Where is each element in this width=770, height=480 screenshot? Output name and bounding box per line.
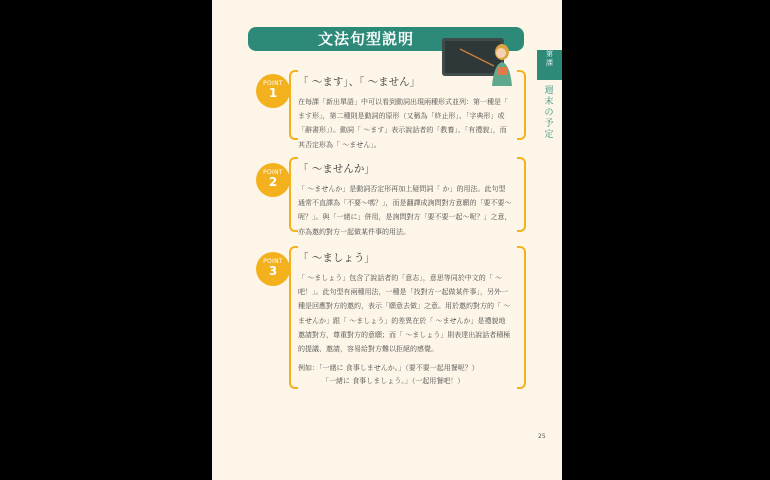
bracket-right <box>517 157 526 232</box>
point-badge-3: POINT 3 <box>256 252 290 286</box>
point-box-3 <box>292 246 512 389</box>
point-badge-2: POINT 2 <box>256 163 290 197</box>
point-body: 在每課「新出單語」中可以看到動詞出現兩種形式並列：第一種是「 ます形」，第二種則是動詞的原形（又稱為「終止形」、「字典形」或「辭書形」）。動詞「 ～ます」表示說話者的「教養」、「有禮貌」，而其否定形為「 ～ません」。 <box>298 98 508 149</box>
example-sentence-2: 「一緒に 食事しましょう。」（一起用餐吧！） <box>322 377 465 386</box>
bracket-right <box>517 246 526 389</box>
point-box-2 <box>292 157 512 236</box>
point-heading: 「 ～ましょう」 <box>298 252 375 264</box>
point-body: 「 ～ましょう」包含了說話者的「意志」，意思等同於中文的「 ～吧！」。此句型有兩種用法，一種是「找對方一起做某件事」，另外一種是回應對方的邀約，表示「願意去做」之意。用於邀約對方的「 ～ませんか」跟「 ～ましょう」的差異在於「 ～ませんか」是禮貌地邀請對方，尊重對方的意願；而「 ～ましょう」則表達出說話者積極的提議、邀請，容易給對方難以拒絕的感覺。 <box>298 274 511 354</box>
point-box-1 <box>292 70 512 149</box>
bracket-left <box>289 246 298 389</box>
lesson-title-vertical: 週末の予定 <box>544 86 554 140</box>
point-badge-1: POINT 1 <box>256 74 290 108</box>
page-title: 文法句型説明 <box>317 30 414 48</box>
lesson-tab: 第 課 <box>537 50 562 80</box>
point-heading: 「 ～ます」、「 ～ません」 <box>298 76 421 88</box>
point-body: 「 ～ませんか」是動詞否定形再加上疑問詞「 か」的用法。此句型通常不直譯為「不要～嗎？」，而是翻譯成詢問對方意願的「要不要～呢？」。與「一緒に」併用，是詢問對方「要不要一起～呢？」之意，亦為邀約對方一起做某件事的用法。 <box>298 185 512 236</box>
bracket-left <box>289 157 298 232</box>
bracket-right <box>517 70 526 140</box>
example-label: 例如： <box>298 364 319 373</box>
point-heading: 「 ～ませんか」 <box>298 163 375 175</box>
bracket-left <box>289 70 298 140</box>
example-sentence-1: 「一緒に 食事しませんか。」（要不要一起用餐呢？） <box>319 364 479 373</box>
book-page <box>212 0 562 480</box>
page-number: 25 <box>538 433 546 440</box>
example-block <box>298 362 512 388</box>
